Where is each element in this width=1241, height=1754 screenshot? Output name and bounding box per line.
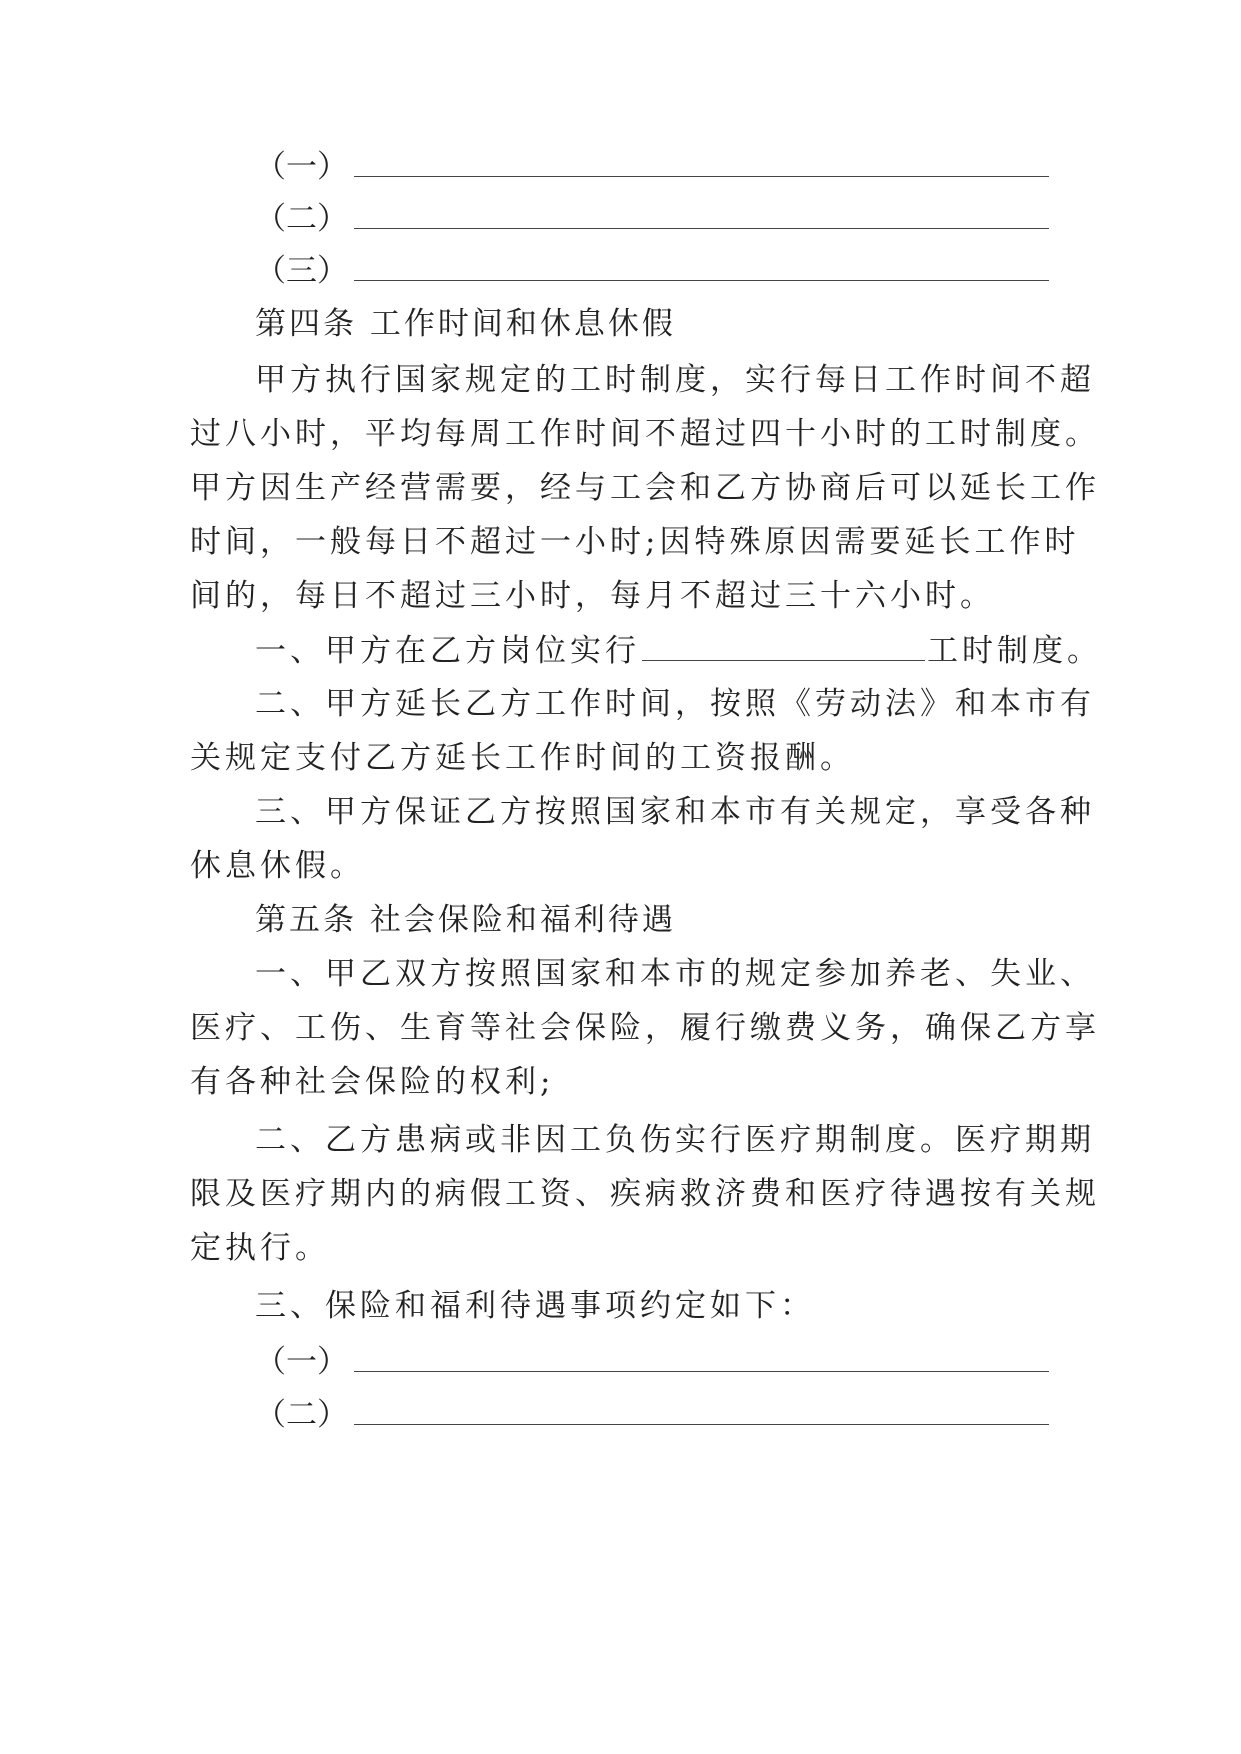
- list-label: （一）: [255, 1344, 348, 1380]
- paragraph-line: 甲方因生产经营需要，经与工会和乙方协商后可以延长工作: [190, 470, 1100, 506]
- article-heading: 第四条 工作时间和休息休假: [255, 306, 676, 342]
- fill-in-blank[interactable]: [354, 148, 1049, 177]
- paragraph-line: 过八小时，平均每周工作时间不超过四十小时的工时制度。: [190, 416, 1100, 452]
- list-item: [255, 1396, 1135, 1433]
- fill-in-blank[interactable]: [642, 632, 925, 661]
- list-label: （一）: [255, 149, 348, 185]
- clause-text: 一、甲方在乙方岗位实行: [255, 633, 640, 669]
- paragraph-line: 医疗、工伤、生育等社会保险，履行缴费义务，确保乙方享: [190, 1010, 1100, 1046]
- paragraph-line: 有各种社会保险的权利;: [190, 1064, 555, 1100]
- paragraph-line: 三、甲方保证乙方按照国家和本市有关规定，享受各种: [255, 794, 1095, 830]
- fill-in-blank[interactable]: [354, 200, 1049, 229]
- fill-in-blank[interactable]: [354, 1343, 1049, 1372]
- fill-in-blank[interactable]: [354, 1396, 1049, 1425]
- paragraph-line: 三、保险和福利待遇事项约定如下：: [255, 1288, 815, 1324]
- list-item: [255, 252, 1135, 289]
- article-heading: 第五条 社会保险和福利待遇: [255, 902, 676, 938]
- paragraph-line: 甲方执行国家规定的工时制度，实行每日工作时间不超: [255, 362, 1095, 398]
- paragraph-line: 二、乙方患病或非因工负伤实行医疗期制度。医疗期期: [255, 1122, 1095, 1158]
- list-item: [255, 1343, 1135, 1380]
- list-label: （三）: [255, 253, 348, 289]
- clause-item: [255, 632, 1135, 669]
- list-item: [255, 200, 1135, 237]
- paragraph-line: 时间，一般每日不超过一小时;因特殊原因需要延长工作时: [190, 524, 1080, 560]
- paragraph-line: 定执行。: [190, 1230, 330, 1266]
- list-item: [255, 148, 1135, 185]
- list-label: （二）: [255, 201, 348, 237]
- paragraph-line: 间的，每日不超过三小时，每月不超过三十六小时。: [190, 578, 995, 614]
- paragraph-line: 关规定支付乙方延长工作时间的工资报酬。: [190, 740, 855, 776]
- paragraph-line: 限及医疗期内的病假工资、疾病救济费和医疗待遇按有关规: [190, 1176, 1100, 1212]
- clause-text: 工时制度。: [927, 633, 1102, 669]
- paragraph-line: 一、甲乙双方按照国家和本市的规定参加养老、失业、: [255, 956, 1095, 992]
- paragraph-line: 休息休假。: [190, 848, 365, 884]
- list-label: （二）: [255, 1397, 348, 1433]
- paragraph-line: 二、甲方延长乙方工作时间，按照《劳动法》和本市有: [255, 686, 1095, 722]
- fill-in-blank[interactable]: [354, 252, 1049, 281]
